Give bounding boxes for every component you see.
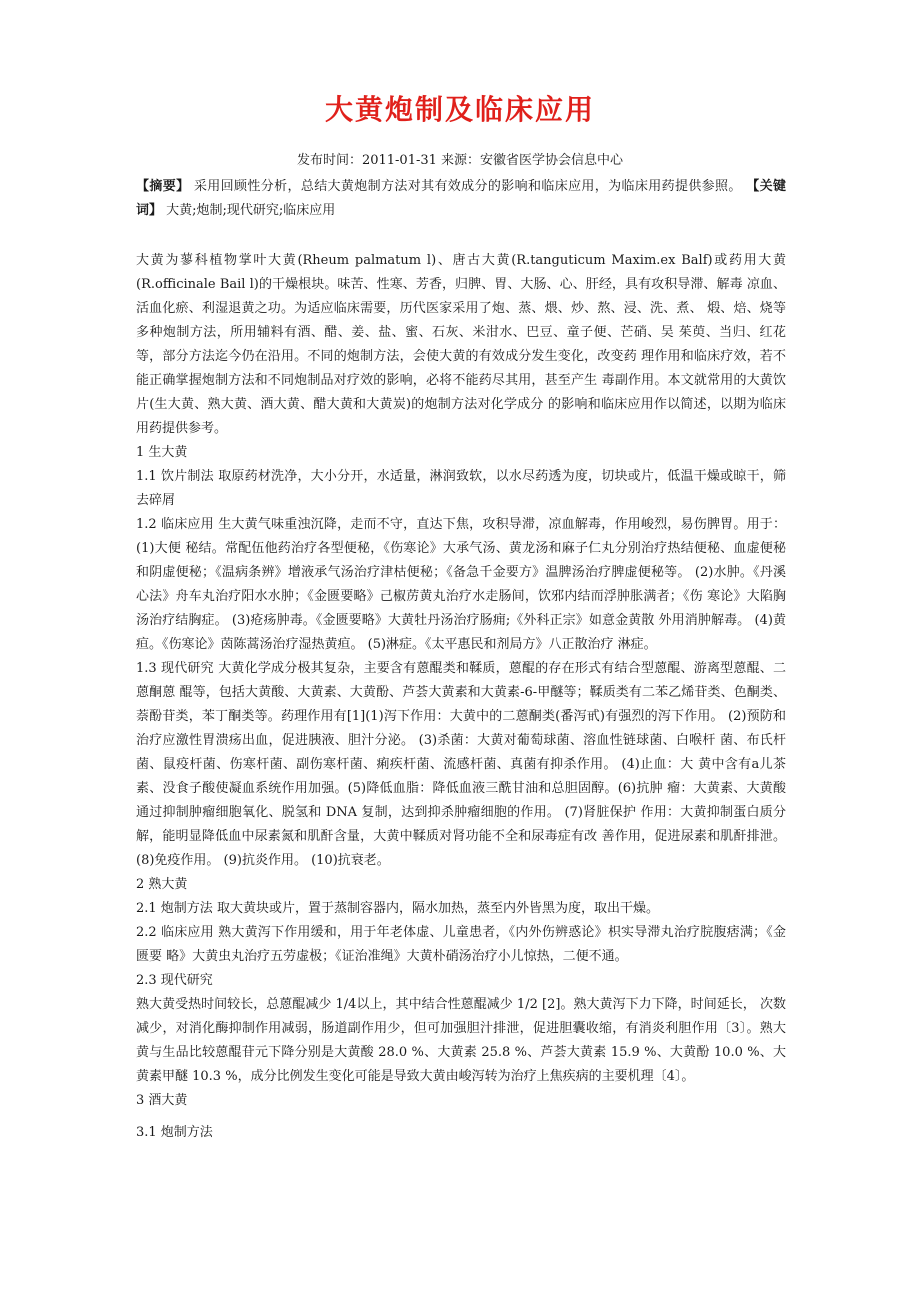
section-heading-3: 3 酒大黄: [136, 1093, 188, 1108]
spacer: [136, 223, 786, 249]
intro-paragraph: 大黄为蓼科植物掌叶大黄(Rheum palmatum l)、唐古大黄(R.tanguticum Maxim.ex Balf)或药用大黄 (R.officinale Bail l)的干燥根块。味苦、性寒、芳香，归脾、胃、大肠、心、肝经，具有攻积导滞、解毒 凉血、活血化瘀、利湿退黄之功。为适应临床需要，历代医家采用了炮、蒸、煨、炒、熬、浸、洗、煮、 煅、焙、烧等多种炮制方法，所用辅料有酒、醋、姜、盐、蜜、石灰、米泔水、巴豆、童子便、芒硝、吴 茱萸、当归、红花等，部分方法迄今仍在沿用。不同的炮制方法，会使大黄的有效成分发生变化，改变药 理作用和临床疗效，若不能正确掌握炮制方法和不同炮制品对疗效的影响，必将不能药尽其用，甚至产生 毒副作用。本文就常用的大黄饮片(生大黄、熟大黄、酒大黄、醋大黄和大黄炭)的炮制方法对化学成分 的影响和临床应用作以简述，以期为临床用药提供参考。: [136, 253, 786, 436]
section-heading-2: 2 熟大黄: [136, 877, 188, 892]
spacer: [136, 1113, 786, 1121]
subsection-heading-2-3: 2.3 现代研究: [136, 973, 213, 988]
paragraph-1-1: 1.1 饮片制法 取原药材洗净，大小分开，水适量，淋润致软，以水尽药透为度，切块或片，低温干燥或晾干，筛去碎屑: [136, 469, 786, 508]
keywords-label: 【关键词】: [136, 179, 786, 218]
paragraph-2-2: 2.2 临床应用 熟大黄泻下作用缓和，用于年老体虚、儿童患者，《内外伤辨惑论》枳实导滞丸治疗脘腹痞满；《金匮要 略》大黄虫丸治疗五劳虚极；《证治准绳》大黄朴硝汤治疗小儿惊热，二便不通。: [136, 925, 786, 964]
keywords-text: 大黄;炮制;现代研究;临床应用: [162, 203, 336, 218]
paragraph-2-3: 熟大黄受热时间较长，总蒽醌减少 1/4以上，其中结合性蒽醌减少 1/2 [2]。熟大黄泻下力下降，时间延长， 次数减少，对消化酶抑制作用减弱，肠道副作用少，但可加强胆汁排泄，促进胆囊收缩，有消炎利胆作用〔3〕。熟大黄与生品比较蒽醌苷元下降分别是大黄酸 28.0 %、大黄素 25.8 %、芦荟大黄素 15.9 %、大黄酚 10.0 %、大黄素甲醚 10.3 %，成分比例发生变化可能是导致大黄由峻泻转为治疗上焦疾病的主要机理〔4〕。: [136, 997, 786, 1084]
article-body: [136, 175, 786, 1145]
paragraph-2-1: 2.1 炮制方法 取大黄块或片，置于蒸制容器内，隔水加热，蒸至内外皆黑为度，取出干燥。: [136, 901, 659, 916]
abstract: [136, 175, 786, 223]
paragraph-1-3: 1.3 现代研究 大黄化学成分极其复杂，主要含有蒽醌类和鞣质，蒽醌的存在形式有结合型蒽醌、游离型蒽醌、二蒽酮蒽 醌等，包括大黄酸、大黄素、大黄酚、芦荟大黄素和大黄素-6-甲醚等；鞣质类有二苯乙烯苷类、色酮类、 萘酚苷类，苯丁酮类等。药理作用有[1](1)泻下作用：大黄中的二蒽酮类(番泻甙)有强烈的泻下作用。 (2)预防和治疗应激性胃溃疡出血，促进胰液、胆汁分泌。 (3)杀菌：大黄对葡萄球菌、溶血性链球菌、白喉杆 菌、布氏杆菌、鼠疫杆菌、伤寒杆菌、副伤寒杆菌、痢疾杆菌、流感杆菌、真菌有抑杀作用。 (4)止血：大 黄中含有a儿茶素、没食子酸使凝血系统作用加强。(5)降低血脂：降低血液三酰甘油和总胆固醇。(6)抗肿 瘤：大黄素、大黄酸通过抑制肿瘤细胞氧化、脱氢和 DNA 复制，达到抑杀肿瘤细胞的作用。 (7)肾脏保护 作用：大黄抑制蛋白质分解，能明显降低血中尿素氮和肌酐含量，大黄中鞣质对肾功能不全和尿毒症有改 善作用，促进尿素和肌酐排泄。 (8)免疫作用。 (9)抗炎作用。 (10)抗衰老。: [136, 661, 786, 868]
abstract-label: 【摘要】: [136, 179, 190, 194]
abstract-text: 采用回顾性分析，总结大黄炮制方法对其有效成分的影响和临床应用，为临床用药提供参照。: [189, 179, 747, 194]
paragraph-1-2: 1.2 临床应用 生大黄气味重浊沉降，走而不守，直达下焦，攻积导滞，凉血解毒，作用峻烈，易伤脾胃。用于：(1)大便 秘结。常配伍他药治疗各型便秘，《伤寒论》大承气汤、黄龙汤和麻子仁丸分别治疗热结便秘、血虚便秘 和阴虚便秘；《温病条辨》增液承气汤治疗津枯便秘；《备急千金要方》温脾汤治疗脾虚便秘等。 (2)水肿。《丹溪心法》舟车丸治疗阳水水肿；《金匮要略》己椒苈黄丸治疗水走肠间，饮邪内结而浮肿胀满者；《伤 寒论》大陷胸汤治疗结胸症。 (3)疮疡肿毒。《金匮要略》大黄牡丹汤治疗肠痈;《外科正宗》如意金黄散 外用消肿解毒。 (4)黄疸。《伤寒论》茵陈蒿汤治疗湿热黄疸。 (5)淋症。《太平惠民和剂局方》八正散治疗 淋症。: [136, 517, 786, 652]
publish-meta: 发布时间：2011-01-31 来源：安徽省医学协会信息中心: [296, 153, 624, 168]
subsection-heading-3-1: 3.1 炮制方法: [136, 1125, 213, 1140]
page-title: 大黄炮制及临床应用: [324, 93, 595, 126]
section-heading-1: 1 生大黄: [136, 445, 188, 460]
